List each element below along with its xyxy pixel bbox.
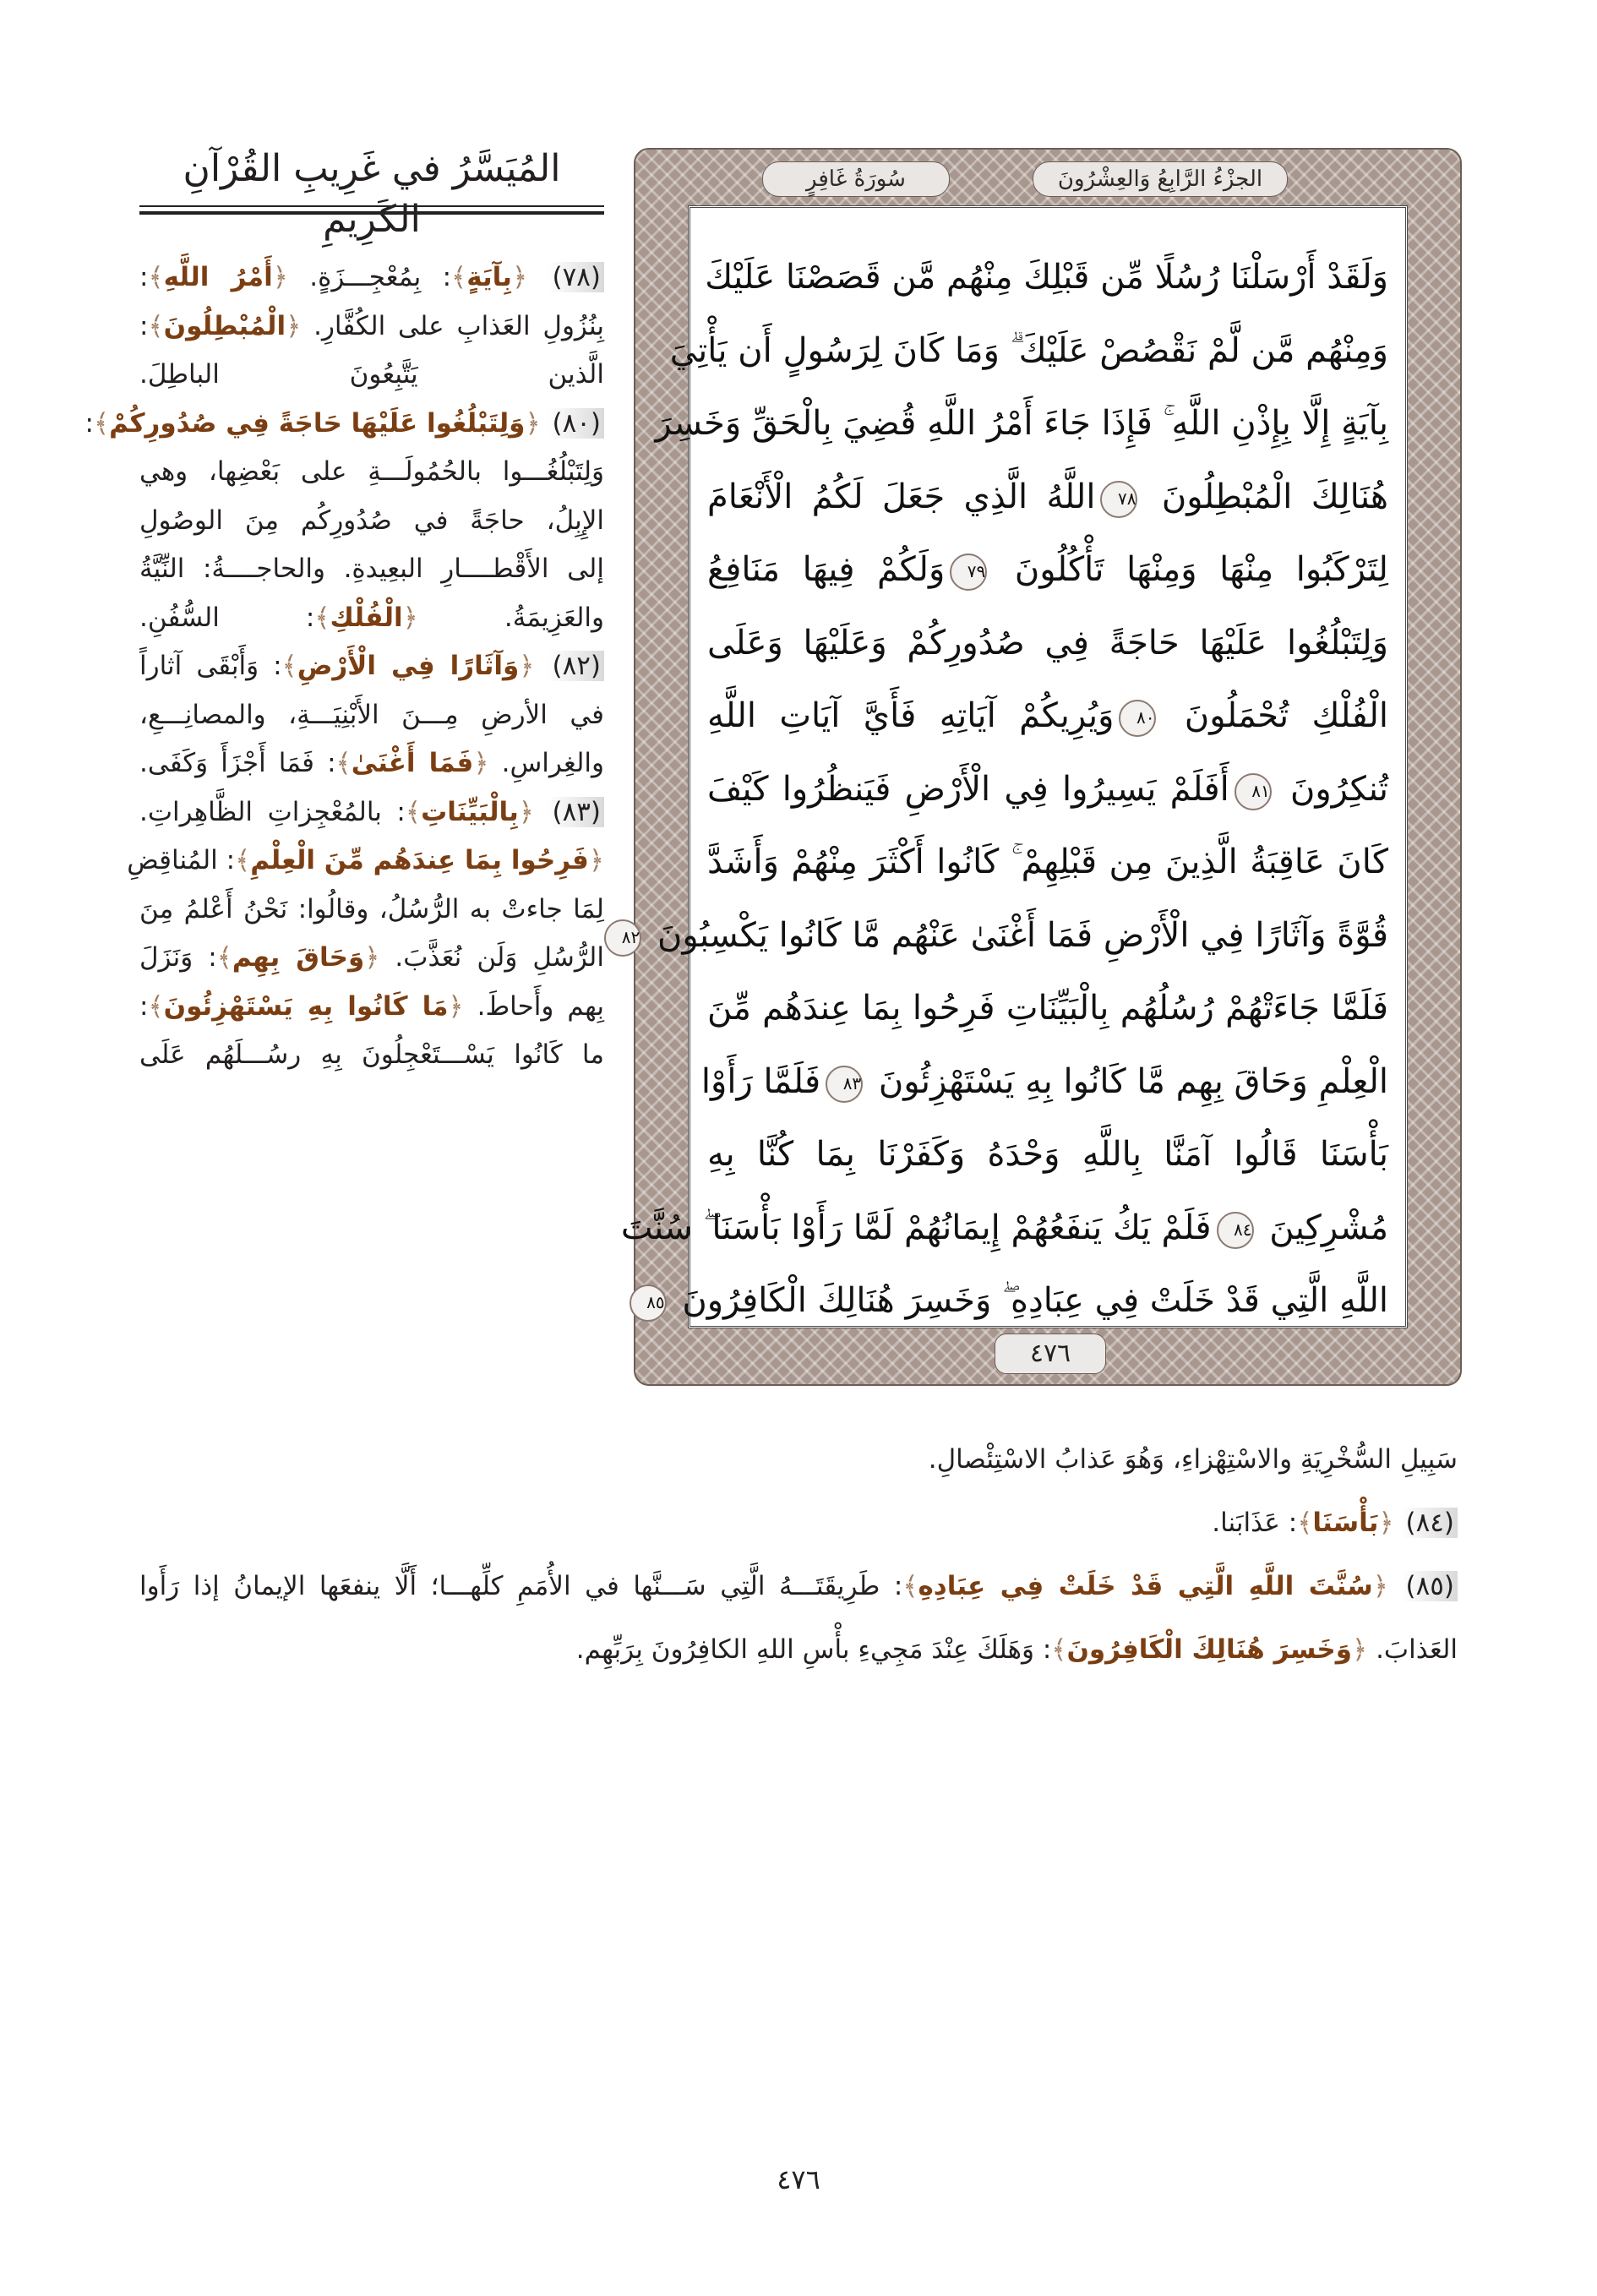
quran-word-highlight [902,1571,1388,1601]
text-line [139,983,604,1032]
text-line [139,691,604,740]
ornate-bracket-open: ﴿ [588,845,604,875]
ornate-bracket-close: ﴾ [1297,1508,1313,1538]
ornate-bracket-close: ﴾ [93,407,110,439]
text-line [139,1428,1458,1492]
quran-word-highlight [406,797,534,827]
text-segment: : [139,262,149,292]
text-segment: وَمِنْهُم مَّن لَّمْ نَقْصُصْ عَلَيْكَ ۗ وَمَا كَانَ لِرَسُولٍ أَن يَأْتِيَ [669,330,1388,370]
text-segment: فَلَمْ يَكُ يَنفَعُهُمْ إِيمَانُهُمْ لَمَّا رَأَوْا بَأْسَنَا ۖ سُنَّتَ [620,1208,1212,1247]
quran-word-text: مَا كَانُوا بِهِ يَسْتَهْزِئُونَ [163,990,449,1022]
text-segment: اللَّهِ الَّتِي قَدْ خَلَتْ فِي عِبَادِهِ ۖ وَخَسِرَ هُنَالِكَ الْكَافِرُونَ [682,1281,1388,1320]
quran-word-text: فَمَا أَغْنَىٰ [351,748,474,778]
verse-number-label: (٨٤) [1402,1508,1458,1538]
footer-page-number: ٤٧٦ [777,2163,820,2195]
ornate-bracket-close: ﴾ [902,1571,918,1601]
text-segment: الإِبِلُ، حاجَةً في صُدُورِكُم مِنَ الوصُولِ [139,504,604,536]
ornate-bracket-close: ﴾ [148,310,164,341]
text-line [139,1555,1458,1618]
text-segment: بِآيَةٍ إِلَّا بِإِذْنِ اللَّهِ ۚ فَإِذَا جَاءَ أَمْرُ اللَّهِ قُضِيَ بِالْحَقِّ وَخَسِرَ [655,404,1388,443]
text-segment: قُوَّةً وَآثَارًا فِي الْأَرْضِ فَمَا أَغْنَىٰ عَنْهُم مَّا كَانُوا يَكْسِبُونَ [657,915,1388,955]
quran-word-text: الْفُلْكِ [330,602,403,633]
quran-word-text: أَمْرُ اللَّهِ [163,262,273,292]
text-line [139,1492,1458,1555]
text-segment: لِتَرْكَبُوا مِنْهَا وَمِنْهَا تَأْكُلُونَ [1014,550,1388,589]
text-line [646,1264,1388,1338]
text-segment: لِمَا جاءتْ به الرُّسُلُ، وقالُوا: نَحْنُ أَعْلمُ مِنَ [139,893,604,924]
text-segment: الرُّسُلِ وَلَن نُعَذَّبَ. [395,942,604,973]
quran-word-text: وَلِتَبْلُغُوا عَلَيْهَا حَاجَةً فِي صُدُورِكُمْ [109,407,526,439]
text-segment: الْفُلْكِ تُحْمَلُونَ [1184,696,1389,735]
quran-word-text: الْمُبْطِلُونَ [163,310,286,341]
text-segment: هُنَالِكَ الْمُبْطِلُونَ [1161,477,1388,516]
quran-word-highlight [148,262,287,292]
text-segment: بِنُزُولِ العَذابِ على الكُفَّارِ. [313,310,604,341]
text-segment: : [139,990,149,1022]
ornate-bracket-close: ﴾ [335,748,352,778]
text-segment: إلى الأَقْطــــارِ البعِيدةِ. والحاجــــةُ: النِّيَّةُ [139,554,604,584]
quran-word-highlight [148,991,463,1022]
quran-word-highlight [1297,1508,1393,1538]
text-line [707,461,1388,534]
text-segment: : وَهَلَكَ عِنْدَ مَجِيءِ بأْسِ اللهِ الكافِرُونَ بِرَبِّهِم. [575,1634,1052,1665]
text-segment: تُنكِرُونَ [1289,769,1388,809]
text-line [139,788,604,837]
text-line [139,545,604,594]
ornate-bracket-open: ﴿ [511,262,528,292]
mushaf-page-frame [620,148,1462,1386]
text-segment: اللَّهُ الَّذِي جَعَلَ لَكُمُ الْأَنْعَامَ [707,477,1096,516]
text-line [139,642,604,691]
ayah-number-marker: ٨٥ [630,1284,667,1322]
text-line [139,1031,604,1080]
ornate-bracket-open: ﴿ [518,796,534,827]
quran-word-text: وَآثَارًا فِي الْأَرْضِ [297,651,520,681]
ornate-bracket-close: ﴾ [148,262,164,292]
ornate-bracket-open: ﴿ [1372,1571,1388,1601]
text-segment: وَلِتَبْلُغُـــوا بالحُمُولَـــةِ على بَعْضِها، وهي [139,456,604,487]
text-segment: الَّذين يَتَّبِعُونَ الباطِلَ. [139,359,604,390]
text-line [707,826,1388,899]
text-segment: : بِمُعْجِـــزَةٍ. [309,262,452,292]
text-line [707,241,1388,314]
text-line [139,448,604,497]
ornate-bracket-open: ﴿ [364,942,380,973]
text-segment: : المُناقِضِ [127,845,236,875]
ornate-bracket-open: ﴿ [286,310,302,341]
quran-word-text: وَخَسِرَ هُنَالِكَ الْكَافِرُونَ [1066,1634,1353,1665]
ayah-number-marker: ٨٠ [1119,700,1156,737]
mushaf-page-number: ٤٧٦ [995,1333,1106,1374]
text-line [707,1118,1388,1192]
text-segment: كَانَ عَاقِبَةُ الَّذِينَ مِن قَبْلِهِمْ ۚ كَانُوا أَكْثَرَ مِنْهُمْ وَأَشَدَّ [707,843,1388,881]
quran-word-highlight [1051,1634,1367,1665]
ornate-bracket-open: ﴿ [272,262,288,292]
text-line [139,303,604,352]
text-segment: : فَمَا أَجْزَأَ وَكَفَى. [139,748,336,778]
text-line [139,886,604,935]
text-segment: : عَذَابَنا. [1212,1508,1298,1538]
quran-word-highlight [336,748,489,778]
text-line [84,400,604,449]
title-divider-thick [139,211,604,215]
ornate-bracket-open: ﴿ [448,990,464,1022]
text-segment: : وَأَبْقَى آثاراً [139,651,282,681]
ornate-bracket-close: ﴾ [235,845,251,875]
ornate-bracket-close: ﴾ [314,602,330,633]
text-segment: فَلَمَّا جَاءَتْهُمْ رُسُلُهُم بِالْبَيِّنَاتِ فَرِحُوا بِمَا عِندَهُم مِّنَ [707,989,1388,1028]
text-line [669,314,1388,388]
quran-word-highlight [94,408,541,439]
quran-word-text: وَحَاقَ بِهِم [232,942,365,973]
ornate-bracket-open: ﴿ [519,651,535,681]
text-segment: : بالمُعْجِزاتِ الظَّاهِراتِ. [139,796,406,827]
quran-word-highlight [235,845,604,875]
text-line [621,899,1388,973]
ayah-number-marker: ٨٣ [826,1066,863,1103]
quran-word-highlight [314,603,417,633]
text-segment: بَأْسَنَا قَالُوا آمَنَّا بِاللَّهِ وَحْدَهُ وَكَفَرْنَا بِمَا كُنَّا بِهِ [707,1135,1388,1174]
text-line [139,1618,1458,1682]
text-line [127,837,604,886]
verse-number-label: (٧٨) [548,262,604,292]
text-segment: ما كَانُوا يَسْـــتَعْجِلُونَ بِهِ رسُـــلَهُم عَلَى [139,1039,604,1070]
ornate-bracket-open: ﴿ [402,602,418,633]
title-divider [139,205,604,207]
ayah-number-marker: ٧٨ [1100,481,1137,518]
ornate-bracket-open: ﴿ [473,748,489,778]
verse-number-label: (٨٥) [1402,1571,1458,1601]
ornate-bracket-close: ﴾ [451,262,467,292]
text-line [139,594,604,643]
ornate-bracket-close: ﴾ [216,942,232,973]
text-line [707,607,1388,680]
text-segment: وَلِتَبْلُغُوا عَلَيْهَا حَاجَةً فِي صُدُورِكُمْ وَعَلَيْهَا وَعَلَى [707,623,1388,663]
text-segment: فَلَمَّا رَأَوْا [700,1061,821,1101]
text-line [139,497,604,546]
text-segment: والغِراسِ. [501,748,604,778]
text-segment: مُشْرِكِينَ [1269,1208,1388,1247]
quran-word-highlight [217,942,380,973]
ornate-bracket-close: ﴾ [281,651,297,681]
verse-number-label: (٨٠) [548,408,604,439]
text-segment: في الأرضِ مِـــنَ الأَبْنِيَـــةِ، والمصانِـــعِ، [139,699,604,730]
text-line [707,533,1388,607]
juz-label: الجزْءُ الرَّابِعُ وَالعِشْرُونَ [1033,161,1288,197]
tafsir-title: المُيَسَّرُ في غَرِيبِ القُرْآنِ الكَرِيمِ [183,147,561,241]
text-segment: : [139,310,149,341]
ornate-bracket-close: ﴾ [1051,1634,1067,1665]
text-segment: : [84,407,94,439]
text-line [139,934,604,983]
text-segment: : طَرِيقَتَـــهُ الَّتِي سَـــنَّها في الأُمَمِ كلِّهـــا؛ أَلَّا ينفعَها الإيمانُ إذا رَأَوا [139,1571,903,1601]
ornate-bracket-open: ﴿ [1352,1634,1368,1665]
ornate-bracket-close: ﴾ [148,990,164,1022]
quran-word-text: فَرِحُوا بِمَا عِندَهُم مِّنَ الْعِلْمِ [250,845,589,875]
text-segment: بِهم وأَحاطَ. [477,990,604,1022]
ayah-number-marker: ٨٤ [1217,1212,1254,1249]
text-line [707,753,1388,826]
quran-word-text: بِآيَةٍ [466,262,512,292]
tafsir-full-width [139,1428,1458,1682]
text-line [655,387,1388,461]
text-segment: وَلَكُمْ فِيهَا مَنَافِعُ [707,550,946,589]
quran-word-text: بِالْبَيِّنَاتِ [421,796,519,827]
ornate-bracket-open: ﴿ [1378,1508,1394,1538]
text-line [139,254,604,303]
verse-number-label: (٨٣) [548,797,604,827]
verse-number-label: (٨٢) [548,651,604,681]
ayah-number-marker: ٧٩ [950,554,987,591]
text-line [707,972,1388,1045]
text-segment: سَبِيلِ السُّخْرِيَةِ والاسْتِهْزاءِ، وَهُوَ عَذابُ الاسْتِئْصالِ. [928,1444,1458,1475]
tafsir-column [84,254,604,1080]
ornate-bracket-open: ﴿ [525,407,541,439]
text-segment: وَيُرِيكُمْ آيَاتِهِ فَأَيَّ آيَاتِ اللَّهِ [707,696,1115,735]
ornate-bracket-close: ﴾ [405,796,422,827]
ayah-number-marker: ٨١ [1235,773,1272,810]
quran-word-text: بَأْسَنَا [1312,1508,1379,1538]
quran-word-highlight [282,651,535,681]
text-segment: والعَزِيمَةُ. [504,602,604,633]
surah-label: سُورَةُ غَافِرٍ [762,161,950,197]
text-segment: أَفَلَمْ يَسِيرُوا فِي الْأَرْضِ فَيَنظُرُوا كَيْفَ [707,769,1229,809]
ayah-number-marker: ٨٢ [604,919,641,957]
quran-word-text: سُنَّتَ اللَّهِ الَّتِي قَدْ خَلَتْ فِي عِبَادِهِ [918,1571,1373,1601]
text-line [620,1192,1388,1265]
text-segment: الْعِلْمِ وَحَاقَ بِهِم مَّا كَانُوا بِهِ يَسْتَهْزِئُونَ [878,1061,1388,1101]
text-line [139,739,604,788]
quran-word-highlight [148,311,301,341]
text-segment: وَلَقَدْ أَرْسَلْنَا رُسُلًا مِّن قَبْلِكَ مِنْهُم مَّن قَصَصْنَا عَلَيْكَ [705,258,1388,297]
text-segment: : وَنَزَلَ [139,942,217,973]
text-line [139,351,604,400]
quran-text [620,241,1389,1338]
text-segment: العَذابَ. [1376,1634,1458,1665]
quran-word-highlight [451,262,527,292]
text-line [700,1045,1388,1119]
text-line [707,679,1388,753]
text-segment: : السُّفُنِ. [139,602,315,633]
